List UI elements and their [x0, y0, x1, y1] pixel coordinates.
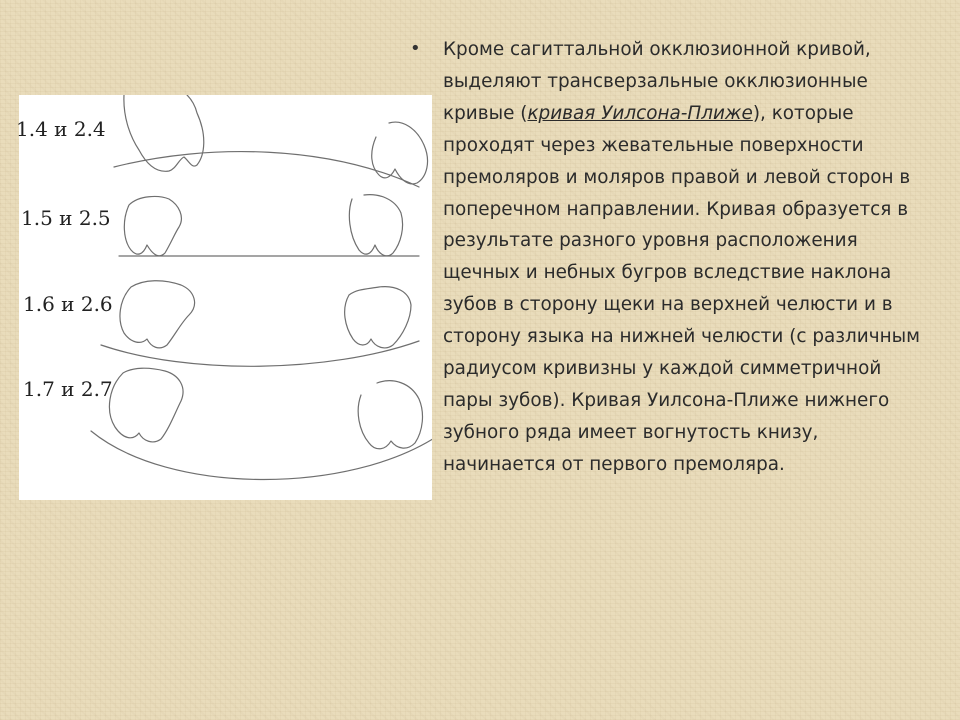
text-part-1: Кроме сагиттальной окклюзионной кривой, выделяют трансверзальные окклюзионные кривые (: [443, 39, 871, 124]
left-tooth: [124, 197, 181, 256]
tooth-pair-row-3: [101, 281, 419, 367]
text-part-2: ), которые проходят через жевательные поверхности премоляров и моляров правой и левой сторон в поперечном направлении. Кривая образуется в результате разного уровня расположения щечных и небных бугров вследствие наклона зубов в сторону щеки на верхней челюсти и в сторону языка на нижней челюсти (с различным радиусом кривизны у каждой симметричной пары зубов). Кривая Уилсона-Плиже нижнего зубного ряда имеет вогнутость книзу, начинается от первого премоляра.: [443, 102, 921, 475]
right-tooth: [372, 122, 428, 184]
occlusal-curves-figure: [16, 95, 432, 500]
curve-row-1: [114, 152, 419, 187]
bullet-icon: •: [410, 38, 421, 59]
left-tooth: [120, 281, 195, 348]
tooth-pair-row-4: [91, 368, 432, 479]
tooth-pair-row-1: [114, 95, 428, 187]
right-tooth: [349, 195, 402, 256]
row-label-2: 1.5 и 2.5: [21, 206, 111, 230]
row-label-4: 1.7 и 2.7: [23, 377, 113, 401]
wilson-curve-link[interactable]: кривая Уилсона-Плиже: [527, 102, 753, 124]
right-tooth: [345, 287, 411, 348]
row-label-3: 1.6 и 2.6: [23, 292, 113, 316]
right-tooth: [358, 381, 422, 449]
left-tooth: [124, 95, 204, 171]
paragraph-text: [443, 34, 930, 481]
row-label-1: 1.4 и 2.4: [16, 117, 106, 141]
curve-row-3: [101, 341, 419, 366]
tooth-pair-row-2: [119, 195, 419, 256]
left-tooth: [109, 368, 183, 442]
